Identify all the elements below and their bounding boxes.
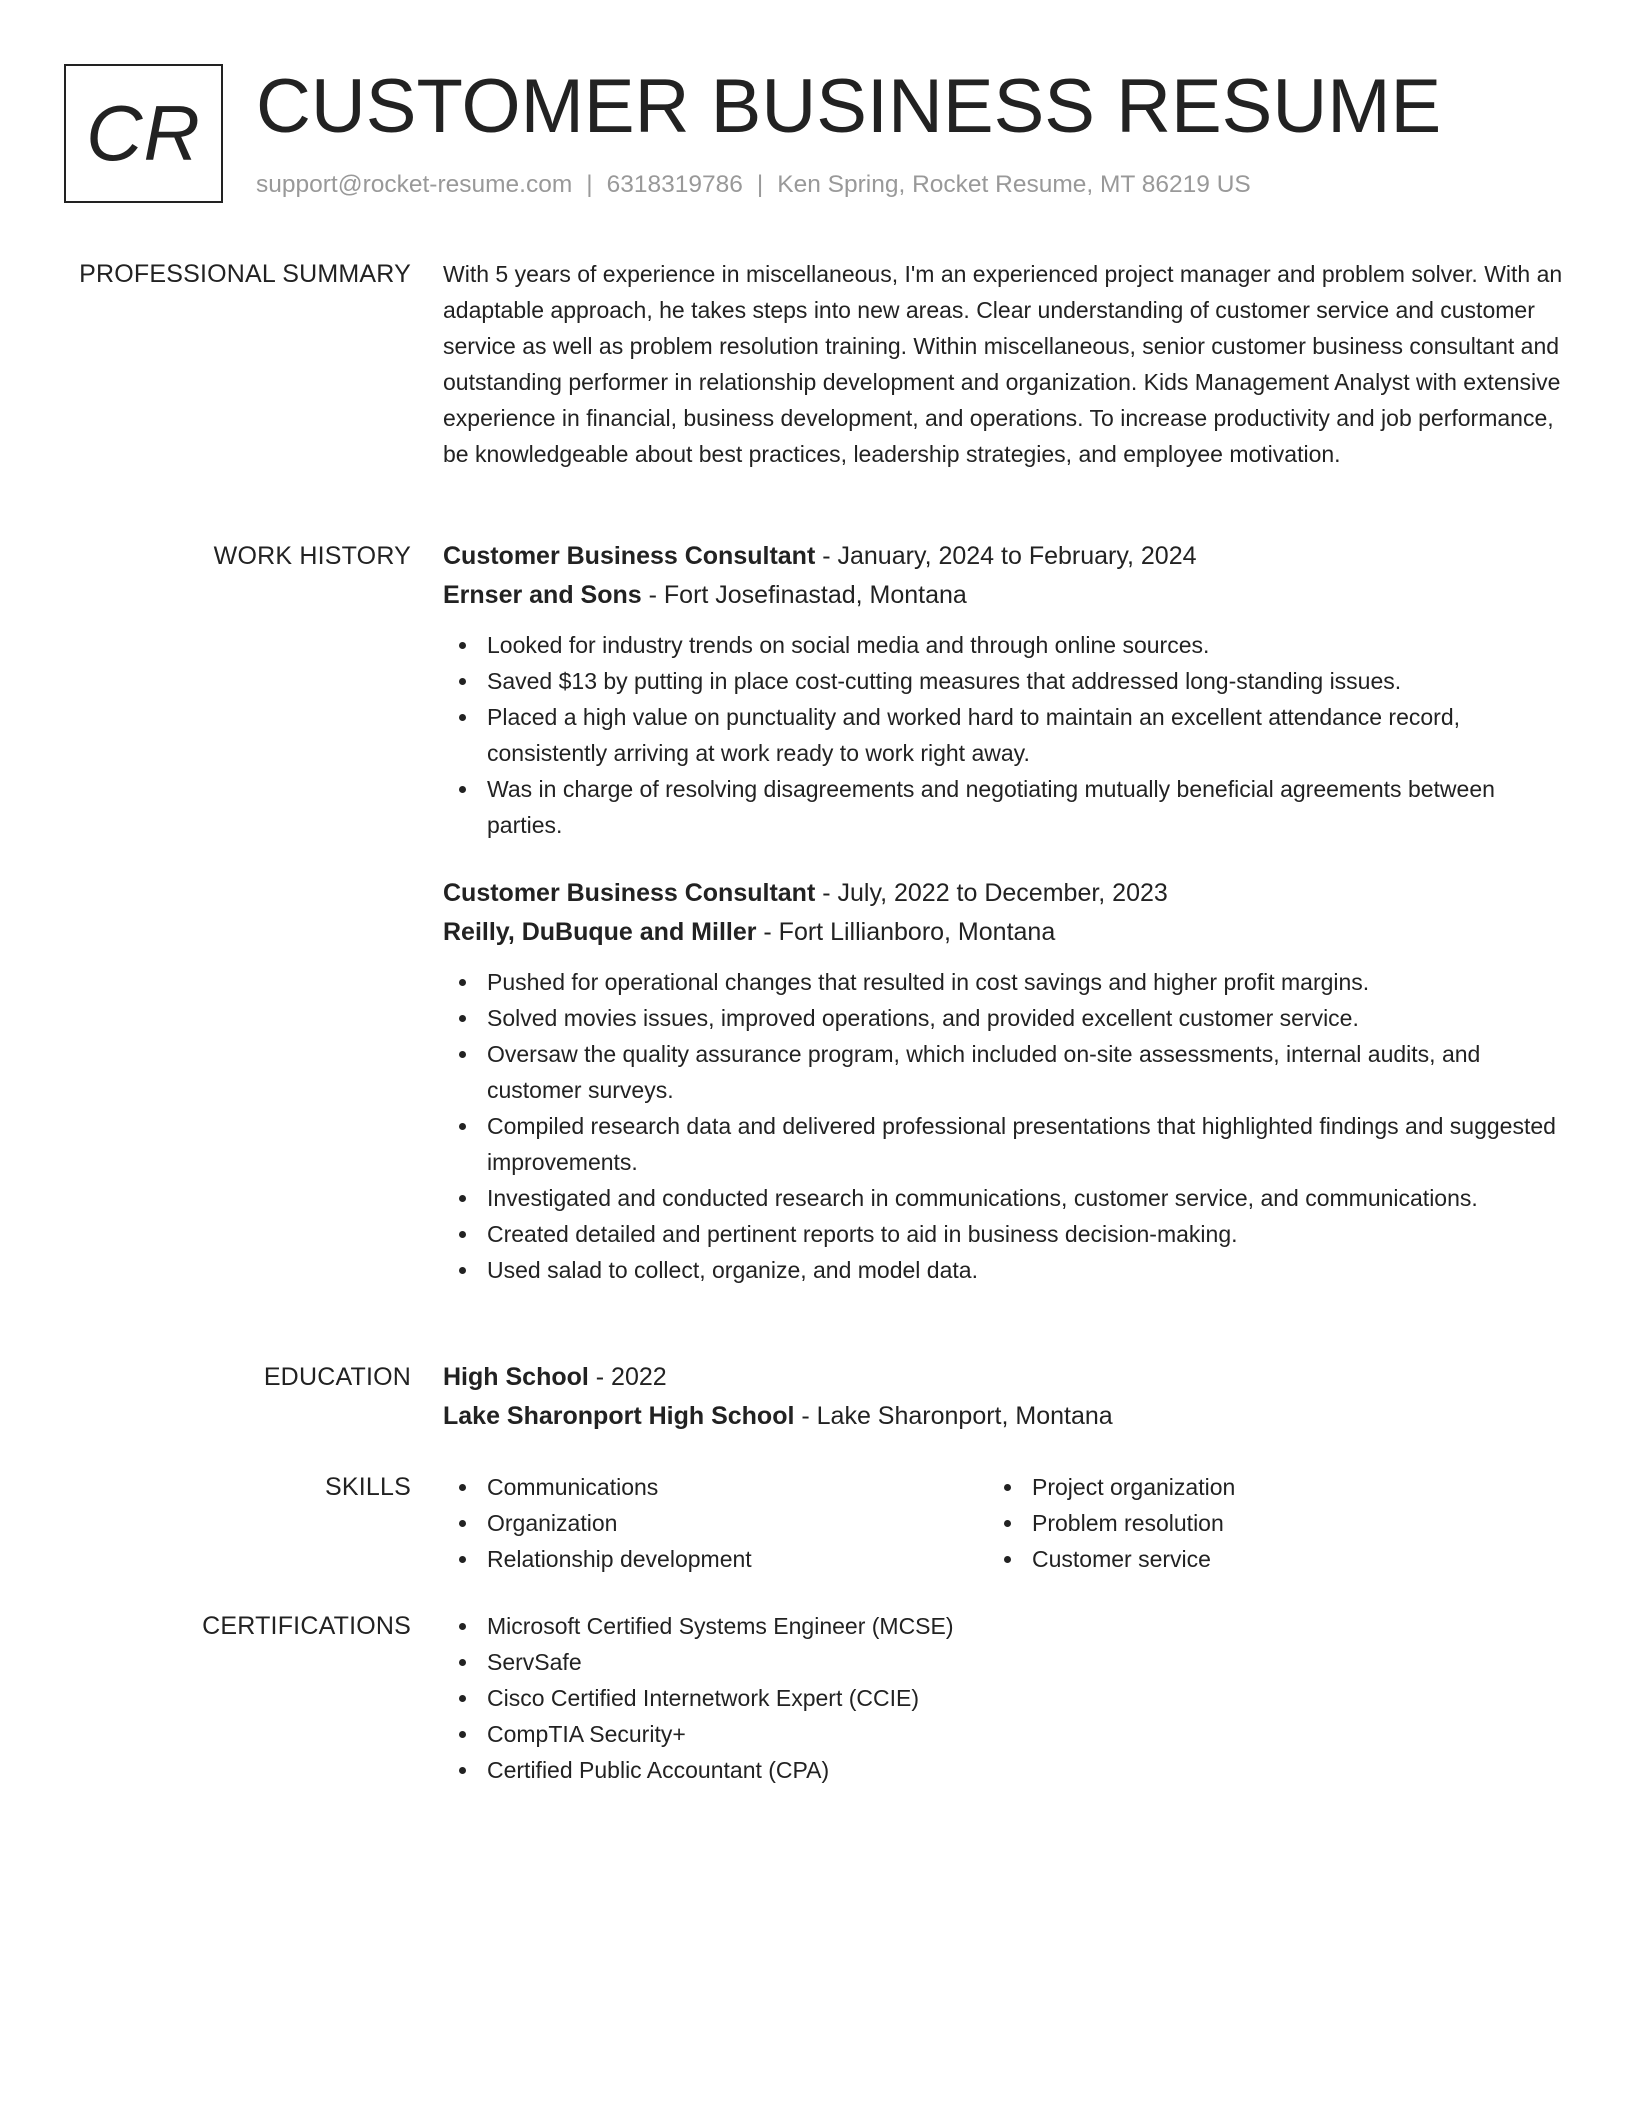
summary-text: With 5 years of experience in miscellaneous, I'm an experienced project manager and problem solver. With an adaptable approach, he takes steps into new areas. Clear understanding of customer service and customer service as well as problem resolution training. Within miscellaneous, senior customer business consultant and outstanding performer in relationship development and organization. Kids Management Analyst with extensive experience in financial, business development, and operations. To increase productivity and job performance, be knowledgeable about best practices, leadership strategies, and employee motivation. bbox=[443, 261, 1563, 467]
skills-column bbox=[443, 1469, 988, 1577]
list-item: Compiled research data and delivered professional presentations that highlighted findings and suggested improvements. bbox=[443, 1108, 1568, 1180]
work-body bbox=[443, 537, 1568, 1288]
list-item: Used salad to collect, organize, and model data. bbox=[443, 1252, 1568, 1288]
certification-item: Certified Public Accountant (CPA) bbox=[443, 1752, 1568, 1788]
monogram-logo: CR bbox=[64, 64, 223, 203]
job-bullets bbox=[443, 627, 1568, 843]
education-body bbox=[443, 1358, 1568, 1436]
list-item: Investigated and conducted research in communications, customer service, and communications. bbox=[443, 1180, 1568, 1216]
section-title-work: WORK HISTORY bbox=[213, 542, 411, 570]
job-bullets bbox=[443, 964, 1568, 1288]
list-item: Oversaw the quality assurance program, which included on-site assessments, internal audits, and customer surveys. bbox=[443, 1036, 1568, 1108]
skills-column bbox=[988, 1469, 1533, 1577]
contact-phone: 6318319786 bbox=[606, 171, 743, 198]
contact-email: support@rocket-resume.com bbox=[256, 171, 573, 198]
skill-item: Communications bbox=[443, 1469, 988, 1505]
company-location: - Fort Josefinastad, Montana bbox=[641, 581, 967, 609]
job-role: Customer Business Consultant bbox=[443, 542, 816, 570]
company-location: - Fort Lillianboro, Montana bbox=[756, 918, 1056, 946]
contact-line bbox=[256, 171, 1251, 199]
section-title-summary: PROFESSIONAL SUMMARY bbox=[79, 260, 411, 288]
job-dates: - July, 2022 to December, 2023 bbox=[815, 879, 1168, 907]
skills-grid bbox=[443, 1469, 1568, 1577]
certification-item: CompTIA Security+ bbox=[443, 1716, 1568, 1752]
degree-year: - 2022 bbox=[588, 1363, 667, 1391]
resume-header bbox=[64, 64, 1568, 214]
job-title bbox=[443, 537, 1568, 576]
certification-item: Cisco Certified Internetwork Expert (CCIE) bbox=[443, 1680, 1568, 1716]
job-dates: - January, 2024 to February, 2024 bbox=[815, 542, 1197, 570]
resume-title: CUSTOMER BUSINESS RESUME bbox=[256, 64, 1442, 149]
list-item: Saved $13 by putting in place cost-cutting measures that addressed long-standing issues. bbox=[443, 663, 1568, 699]
list-item: Pushed for operational changes that resulted in cost savings and higher profit margins. bbox=[443, 964, 1568, 1000]
company-name: Reilly, DuBuque and Miller bbox=[443, 918, 757, 946]
contact-address: Ken Spring, Rocket Resume, MT 86219 US bbox=[777, 171, 1251, 198]
school-location: - Lake Sharonport, Montana bbox=[794, 1402, 1113, 1430]
skill-item: Organization bbox=[443, 1505, 988, 1541]
skill-item: Project organization bbox=[988, 1469, 1533, 1505]
section-title-skills: SKILLS bbox=[325, 1473, 411, 1501]
school-name: Lake Sharonport High School bbox=[443, 1402, 795, 1430]
job-entry bbox=[443, 874, 1568, 1288]
job-title bbox=[443, 874, 1568, 913]
list-item: Created detailed and pertinent reports to aid in business decision-making. bbox=[443, 1216, 1568, 1252]
certifications-body bbox=[443, 1608, 1568, 1788]
list-item: Placed a high value on punctuality and worked hard to maintain an excellent attendance record, consistently arriving at work ready to work right away. bbox=[443, 699, 1568, 771]
section-title-certifications: CERTIFICATIONS bbox=[202, 1612, 411, 1640]
job-company bbox=[443, 913, 1568, 952]
list-item: Was in charge of resolving disagreements and negotiating mutually beneficial agreements between parties. bbox=[443, 771, 1568, 843]
job-role: Customer Business Consultant bbox=[443, 879, 816, 907]
certification-item: ServSafe bbox=[443, 1644, 1568, 1680]
job-company bbox=[443, 576, 1568, 615]
skills-body bbox=[443, 1469, 1568, 1577]
certification-item: Microsoft Certified Systems Engineer (MCSE) bbox=[443, 1608, 1568, 1644]
section-title-education: EDUCATION bbox=[263, 1363, 411, 1391]
skill-item: Relationship development bbox=[443, 1541, 988, 1577]
skill-item: Problem resolution bbox=[988, 1505, 1533, 1541]
summary-body bbox=[443, 256, 1568, 472]
school-line bbox=[443, 1397, 1568, 1436]
skill-item: Customer service bbox=[988, 1541, 1533, 1577]
list-item: Looked for industry trends on social media and through online sources. bbox=[443, 627, 1568, 663]
company-name: Ernser and Sons bbox=[443, 581, 642, 609]
contact-separator: | bbox=[756, 171, 764, 198]
certifications-list bbox=[443, 1608, 1568, 1788]
degree-name: High School bbox=[443, 1363, 589, 1391]
job-entry bbox=[443, 537, 1568, 843]
degree-line bbox=[443, 1358, 1568, 1397]
list-item: Solved movies issues, improved operations, and provided excellent customer service. bbox=[443, 1000, 1568, 1036]
contact-separator: | bbox=[586, 171, 593, 198]
